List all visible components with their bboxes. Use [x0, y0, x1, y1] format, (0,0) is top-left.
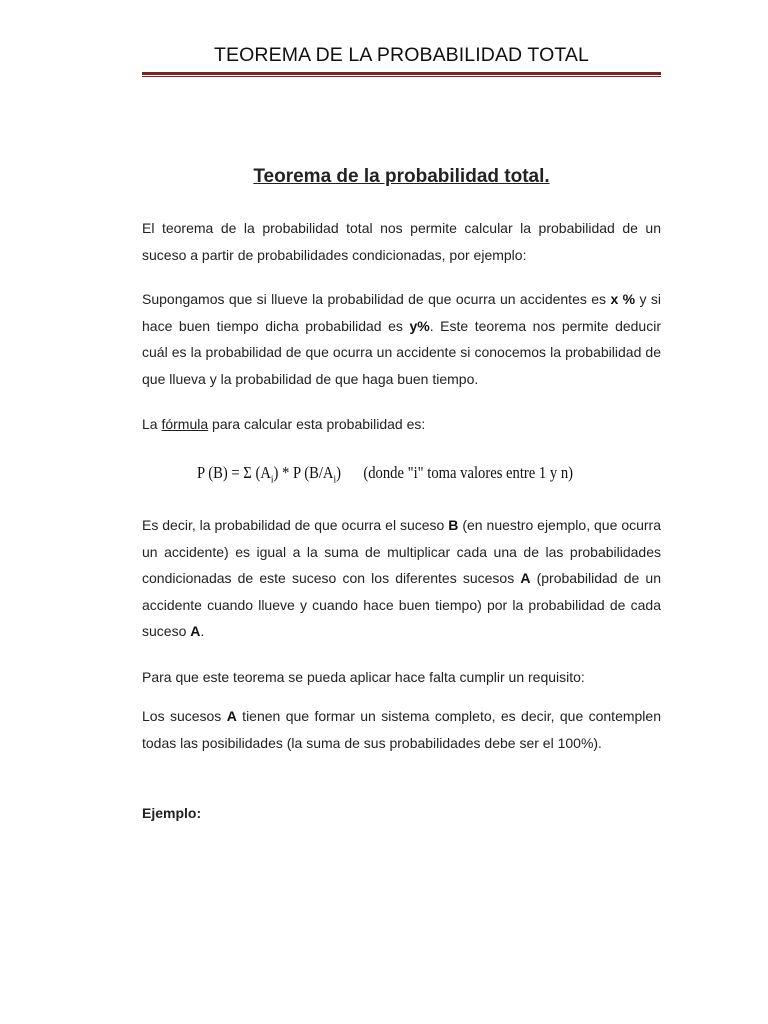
paragraph-requirement	[142, 703, 661, 756]
formula-link[interactable]: fórmula	[161, 416, 209, 432]
bold-a: A	[190, 623, 201, 639]
paragraph-example	[142, 286, 661, 392]
text: Supongamos que si llueve la probabilidad de que ocurra un accidentes es	[142, 291, 611, 307]
text: y si hace buen tiempo dicha probabilidad es	[142, 291, 662, 334]
page-header: TEOREMA DE LA PROBABILIDAD TOTAL	[214, 44, 589, 66]
text: tienen que formar un sistema completo, es decir, que contemplen todas las posibilidades (la suma de sus probabilidades debe ser el 100%).	[142, 708, 661, 751]
formula-sub: i	[333, 473, 337, 486]
text: Es decir, la probabilidad de que ocurra el suceso	[142, 517, 449, 533]
formula-end: )	[336, 463, 342, 482]
header-rule-thick	[142, 72, 661, 75]
bold-a: A	[520, 570, 531, 586]
example-heading: Ejemplo:	[142, 805, 202, 821]
text: . Este teorema nos permite deducir cuál es la probabilidad de que ocurra un accidente si conocemos la probabilidad de que llueva y la probabilidad de que haga buen tiempo.	[142, 317, 661, 387]
bold-b: B	[448, 517, 459, 533]
paragraph-requirement-intro: Para que este teorema se pueda aplicar hace falta cumplir un requisito:	[142, 669, 585, 685]
text: Los sucesos	[142, 708, 227, 724]
text: (probabilidad de un accidente cuando llueve y cuando hace buen tiempo) por la probabilidad de cada suceso	[142, 570, 661, 639]
text: (en nuestro ejemplo, que ocurra un accidente) es igual a la suma de multiplicar cada una de las probabilidades condicionadas de este suceso con los diferentes sucesos	[142, 517, 661, 586]
formula-note: (donde "i" toma valores entre 1 y n)	[363, 463, 574, 482]
document-title: Teorema de la probabilidad total.	[253, 166, 550, 187]
paragraph-explanation	[142, 512, 661, 645]
header-rule-thin	[142, 76, 661, 77]
formula-mid: ) * P (B/A	[273, 463, 334, 482]
formula-sub: i	[270, 473, 274, 486]
bold-x-percent: x %	[610, 291, 636, 307]
formula-main: P (B) = Σ (A	[197, 463, 271, 482]
paragraph-formula-intro	[142, 411, 661, 438]
text: La	[142, 416, 162, 432]
text: .	[200, 623, 205, 639]
bold-a: A	[226, 708, 237, 724]
bold-y-percent: y%	[409, 317, 430, 334]
text: para calcular esta probabilidad es:	[208, 416, 426, 432]
paragraph-intro: El teorema de la probabilidad total nos permite calcular la probabilidad de un suceso a partir de probabilidades condicionadas, por ejemplo:	[142, 220, 661, 263]
formula-image	[197, 463, 574, 491]
